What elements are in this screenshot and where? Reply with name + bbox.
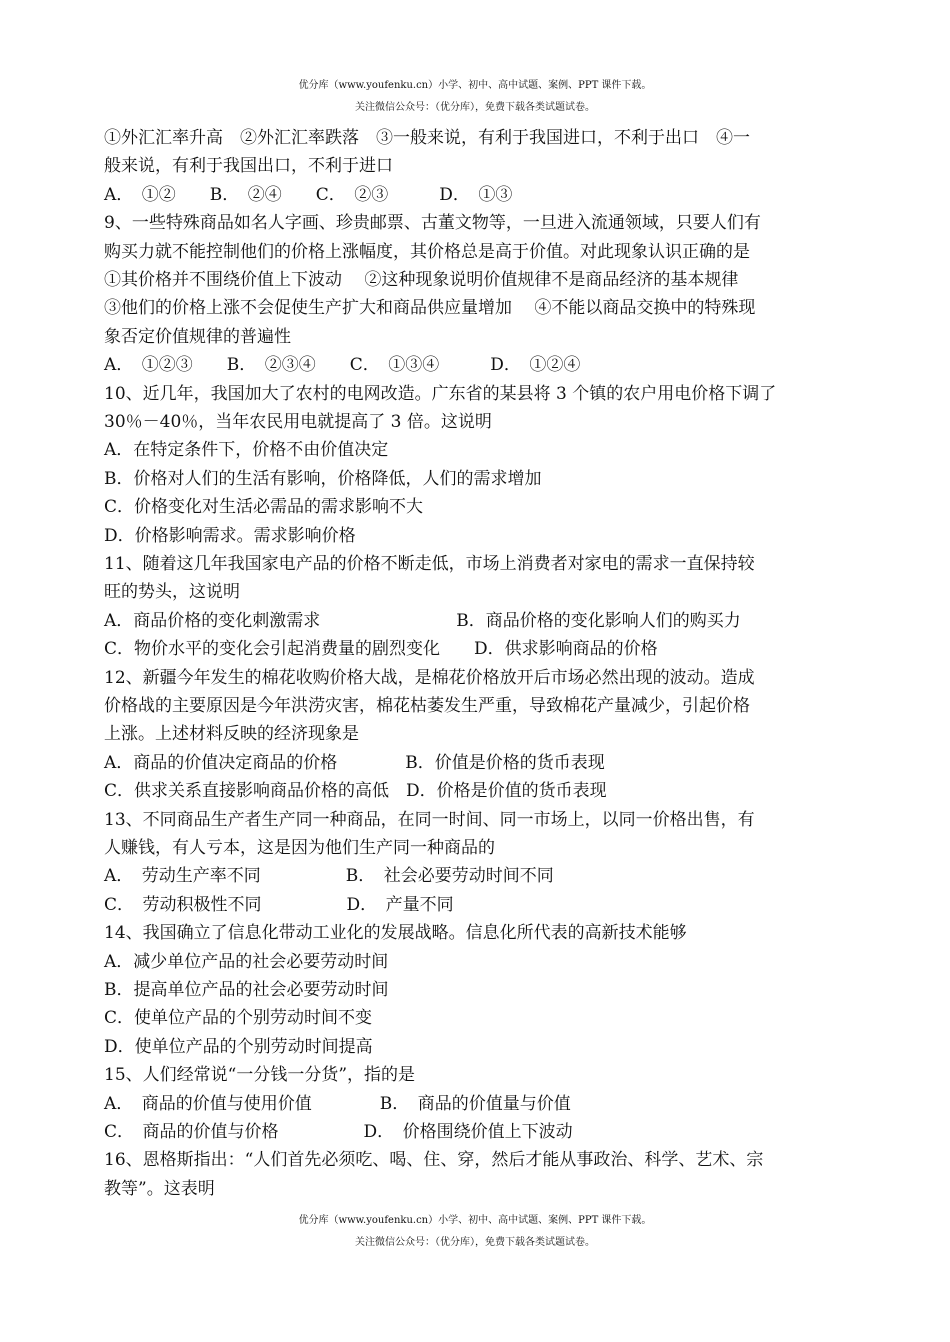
text-line: C．价格变化对生活必需品的需求影响不大: [104, 497, 424, 517]
text-line: D．使单位产品的个别劳动时间提高: [104, 1037, 373, 1057]
text-line: A．商品价格的变化刺激需求 B．商品价格的变化影响人们的购买力: [104, 611, 741, 631]
text-line: 价格战的主要原因是今年洪涝灾害，棉花枯萎发生严重，导致棉花产量减少，引起价格: [104, 696, 750, 716]
text-line: A．减少单位产品的社会必要劳动时间: [104, 952, 389, 972]
text-line: C． 劳动积极性不同 D． 产量不同: [104, 895, 454, 915]
text-line: 30％－40％，当年农民用电就提高了 3 倍。这说明: [104, 412, 492, 432]
text-line: 16、恩格斯指出：“人们首先必须吃、喝、住、穿，然后才能从事政治、科学、艺术、宗: [104, 1150, 764, 1170]
text-line: ①外汇汇率升高 ②外汇汇率跌落 ③一般来说，有利于我国进口，不利于出口 ④一: [104, 128, 750, 148]
text-line: C． 商品的价值与价格 D． 价格围绕价值上下波动: [104, 1122, 573, 1142]
text-line: 教等”。这表明: [104, 1179, 215, 1199]
text-line: 14、我国确立了信息化带动工业化的发展战略。信息化所代表的高新技术能够: [104, 923, 687, 943]
text-line: ③他们的价格上涨不会促使生产扩大和商品供应量增加 ④不能以商品交换中的特殊现: [104, 298, 756, 318]
text-line: 9、一些特殊商品如名人字画、珍贵邮票、古董文物等，一旦进入流通领域，只要人们有: [104, 213, 761, 233]
text-line: 旺的势头，这说明: [104, 582, 240, 602]
text-line: A． ①② B． ②④ C． ②③ D． ①③: [104, 185, 513, 205]
header-line-1: 优分库（www.youfenku.cn）小学、初中、高中试题、案例、PPT 课件下载。: [298, 80, 652, 91]
text-line: 象否定价值规律的普遍性: [104, 327, 291, 347]
text-line: B．价格对人们的生活有影响，价格降低，人们的需求增加: [104, 469, 542, 489]
text-line: A． 劳动生产率不同 B． 社会必要劳动时间不同: [104, 866, 554, 886]
text-line: A． 商品的价值与使用价值 B． 商品的价值量与价值: [104, 1094, 571, 1114]
text-line: 般来说，有利于我国出口，不利于进口: [104, 156, 393, 176]
text-line: 上涨。上述材料反映的经济现象是: [104, 724, 359, 744]
text-line: B．提高单位产品的社会必要劳动时间: [104, 980, 389, 1000]
text-line: 人赚钱，有人亏本，这是因为他们生产同一种商品的: [104, 838, 495, 858]
text-line: C．供求关系直接影响商品价格的高低 D．价格是价值的货币表现: [104, 781, 607, 801]
text-line: C．物价水平的变化会引起消费量的剧烈变化 D．供求影响商品的价格: [104, 639, 658, 659]
text-line: 购买力就不能控制他们的价格上涨幅度，其价格总是高于价值。对此现象认识正确的是: [104, 242, 750, 262]
text-line: A． ①②③ B． ②③④ C． ①③④ D． ①②④: [104, 355, 581, 375]
text-line: ①其价格并不围绕价值上下波动 ②这种现象说明价值规律不是商品经济的基本规律: [104, 270, 739, 290]
text-line: 15、人们经常说“一分钱一分货”，指的是: [104, 1065, 416, 1085]
header-line-2: 关注微信公众号：（优分库），免费下载各类试题试卷。: [355, 102, 595, 113]
footer-line-2: 关注微信公众号：（优分库），免费下载各类试题试卷。: [355, 1237, 595, 1248]
text-line: 12、新疆今年发生的棉花收购价格大战，是棉花价格放开后市场必然出现的波动。造成: [104, 668, 755, 688]
text-line: 11、随着这几年我国家电产品的价格不断走低，市场上消费者对家电的需求一直保持较: [104, 554, 755, 574]
text-line: A．商品的价值决定商品的价格 B．价值是价格的货币表现: [104, 753, 605, 773]
text-line: 13、不同商品生产者生产同一种商品，在同一时间、同一市场上，以同一价格出售，有: [104, 810, 755, 830]
text-line: A．在特定条件下，价格不由价值决定: [104, 440, 389, 460]
footer-line-1: 优分库（www.youfenku.cn）小学、初中、高中试题、案例、PPT 课件下载。: [298, 1215, 652, 1226]
text-line: 10、近几年，我国加大了农村的电网改造。广东省的某县将 3 个镇的农户用电价格下调了: [104, 384, 777, 404]
text-line: C．使单位产品的个别劳动时间不变: [104, 1008, 373, 1028]
text-line: D．价格影响需求。需求影响价格: [104, 526, 356, 546]
